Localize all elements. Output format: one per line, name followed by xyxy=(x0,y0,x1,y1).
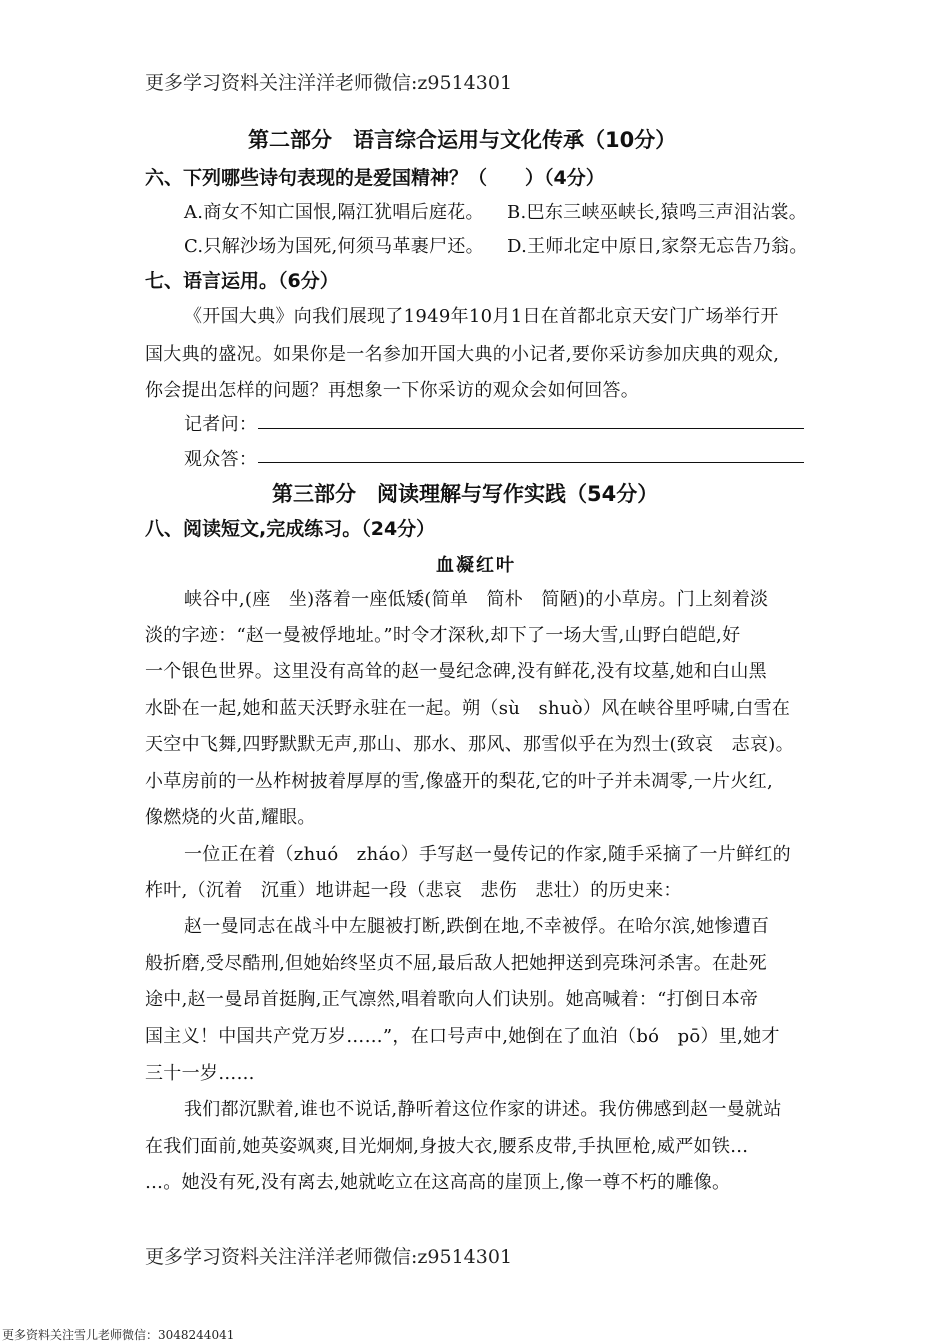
part3-title: 第三部分 阅读理解与写作实践（54分） xyxy=(272,482,659,506)
q6-stem: 六、下列哪些诗句表现的是爱国精神？（ ）（4分） xyxy=(145,167,605,189)
bottom-contact-note: 更多资料关注雪儿老师微信：3048244041 xyxy=(2,1328,235,1342)
passage-line: …。她没有死,没有离去,她就屹立在这高高的崖顶上,像一尊不朽的雕像。 xyxy=(145,1172,731,1193)
q7-stem: 七、语言运用。（6分） xyxy=(145,270,339,292)
reporter-label: 记者问： xyxy=(184,414,258,435)
passage-line: 峡谷中,(座 坐)落着一座低矮(简单 简朴 简陋)的小草房。门上刻着淡 xyxy=(184,589,769,610)
passage-line: 一个银色世界。这里没有高耸的赵一曼纪念碑,没有鲜花,没有坟墓,她和白山黑 xyxy=(145,661,767,682)
q7-text-line: 《开国大典》向我们展现了1949年10月1日在首都北京天安门广场举行开 xyxy=(184,306,779,327)
q8-stem: 八、阅读短文,完成练习。（24分） xyxy=(145,518,436,540)
passage-line: 像燃烧的火苗,耀眼。 xyxy=(145,807,316,828)
q6-option-c: C.只解沙场为国死,何须马革裹尸还。 xyxy=(184,236,484,257)
passage-line: 柞叶,（沉着 沉重）地讲起一段（悲哀 悲伤 悲壮）的历史来： xyxy=(145,880,682,901)
q6-option-a: A.商女不知亡国恨,隔江犹唱后庭花。 xyxy=(184,202,484,223)
passage-line: 淡的字迹：“赵一曼被俘地址。”时令才深秋,却下了一场大雪,山野白皑皑,好 xyxy=(145,625,741,646)
q6-option-d: D.王师北定中原日,家祭无忘告乃翁。 xyxy=(507,236,808,257)
audience-answer-line[interactable] xyxy=(258,462,804,463)
reporter-answer-line[interactable] xyxy=(258,428,804,429)
page-footer-note: 更多学习资料关注洋洋老师微信:z9514301 xyxy=(145,1246,513,1268)
q6-option-b: B.巴东三峡巫峡长,猿鸣三声泪沾裳。 xyxy=(507,202,808,223)
passage-line: 国主义！中国共产党万岁……”，在口号声中,她倒在了血泊（bó pō）里,她才 xyxy=(145,1026,780,1047)
passage-line: 我们都沉默着,谁也不说话,静听着这位作家的讲述。我仿佛感到赵一曼就站 xyxy=(184,1099,782,1120)
passage-line: 三十一岁…… xyxy=(145,1063,255,1084)
passage-line: 在我们面前,她英姿飒爽,目光炯炯,身披大衣,腰系皮带,手执匣枪,威严如铁… xyxy=(145,1136,749,1157)
passage-line: 途中,赵一曼昂首挺胸,正气凛然,唱着歌向人们诀别。她高喊着：“打倒日本帝 xyxy=(145,989,759,1010)
passage-line: 天空中飞舞,四野默默无声,那山、那水、那风、那雪似乎在为烈士(致哀 志哀)。 xyxy=(145,734,794,755)
q7-text-line: 国大典的盛况。如果你是一名参加开国大典的小记者,要你采访参加庆典的观众, xyxy=(145,344,780,365)
passage-line: 水卧在一起,她和蓝天沃野永驻在一起。朔（sù shuò）风在峡谷里呼啸,白雪在 xyxy=(145,698,791,719)
passage-line: 赵一曼同志在战斗中左腿被打断,跌倒在地,不幸被俘。在哈尔滨,她惨遭百 xyxy=(184,916,770,937)
passage-title: 血凝红叶 xyxy=(436,555,516,576)
q7-text-line: 你会提出怎样的问题？再想象一下你采访的观众会如何回答。 xyxy=(145,380,640,401)
passage-line: 小草房前的一丛柞树披着厚厚的雪,像盛开的梨花,它的叶子并未凋零,一片火红, xyxy=(145,771,773,792)
passage-line: 般折磨,受尽酷刑,但她始终坚贞不屈,最后敌人把她押送到亮珠河杀害。在赴死 xyxy=(145,953,767,974)
audience-label: 观众答： xyxy=(184,449,258,470)
part2-title: 第二部分 语言综合运用与文化传承（10分） xyxy=(248,128,677,152)
passage-line: 一位正在着（zhuó zháo）手写赵一曼传记的作家,随手采摘了一片鲜红的 xyxy=(184,844,791,865)
page-header-note: 更多学习资料关注洋洋老师微信:z9514301 xyxy=(145,72,513,94)
